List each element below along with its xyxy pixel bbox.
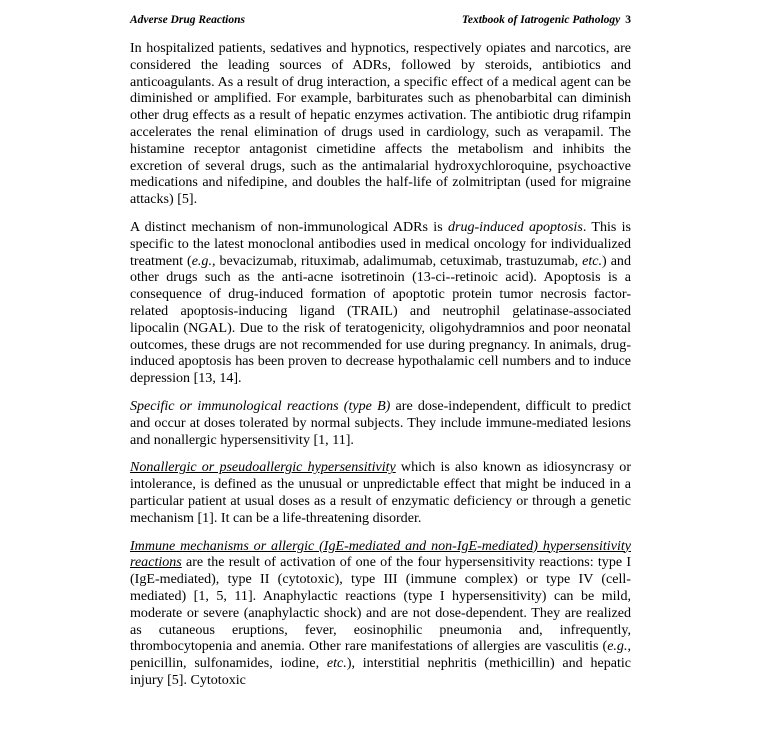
emphasis-run: etc.: [582, 252, 603, 269]
text-run: A distinct mechanism of non-immunological ADRs is: [130, 218, 448, 235]
emphasis-run: Specific or immunological reactions (type B): [130, 397, 391, 414]
text-run: . This is specific to the latest monoclonal antibodies used in medical oncology for individualized treatment (: [130, 218, 631, 269]
paragraph-drug-induced-apoptosis: [130, 219, 631, 387]
text-run: , bevacizumab, rituximab, adalimumab, cetuximab, trastuzumab,: [211, 252, 583, 269]
text-run: are dose-independent, difficult to predict and occur at doses tolerated by normal subjects. They include immune-mediated lesions and nonallergic hypersensitivity [1, 11].: [130, 397, 631, 448]
emphasis-run: Nonallergic or pseudoallergic hypersensitivity: [130, 459, 396, 476]
page-number: 3: [625, 14, 631, 26]
header-section-title: Adverse Drug Reactions: [130, 14, 245, 26]
text-run: ) and other drugs such as the anti-acne isotretinoin (13-ci--retinoic acid). Apoptosis is a consequence of drug-induced formation of apoptotic protein tumor necrosis factor-related apoptosis-inducing ligand (TRAIL) and neutrophil gelatinase-associated lipocalin (NGAL). Due to the risk of teratogenicity, oligohydramnios and poor neonatal outcomes, these drugs are not recommended for use during pregnancy. In animals, drug-induced apoptosis has been proven to decrease hypothalamic cell numbers and to induce depression [13, 14].: [130, 252, 631, 387]
paragraph-type-b-reactions: [130, 398, 631, 448]
text-run: are the result of activation of one of the four hypersensitivity reactions: type I (IgE-mediated), type II (cytotoxic), type III (immune complex) or type IV (cell-mediated) [1, 5, 11]. Anaphylactic reactions (type I hypersensitivity) can be mild, moderate or severe (anaphylactic shock) and are not dose-dependent. They are realized as cutaneous eruptions, fever, eosinophilic pneumonia and, infrequently, thrombocytopenia and anemia. Other rare manifestations of allergies are vasculitis (: [130, 554, 631, 655]
text-run: which is also known as idiosyncrasy or intolerance, is defined as the unusual or unpredictable effect that might be induced in a particular patient at usual doses as a result of enzymatic deficiency or through a genetic mechanism [1]. It can be a life-threatening disorder.: [130, 459, 631, 526]
emphasis-run: etc.: [326, 655, 347, 672]
paragraph-drug-interactions: [130, 40, 631, 208]
text-run: In hospitalized patients, sedatives and hypnotics, respectively opiates and narcotics, are considered the leading sources of ADRs, followed by steroids, antibiotics and anticoagulants. As a result of drug interaction, a specific effect of a medical agent can be diminished or amplified. For example, barbiturates such as phenobarbital can diminish other drug effects as a result of hepatic enzymes activation. The antibiotic drug rifampin accelerates the renal elimination of drugs used in cardiology, such as verapamil. The histamine receptor antagonist cimetidine affects the metabolism and inhibits the excretion of several drugs, such as the antimalarial hydroxychloroquine, psychoactive medications and nifedipine, and doubles the half-life of zolmitriptan (used for migraine attacks) [5].: [130, 40, 631, 208]
paragraph-immune-mechanisms: [130, 538, 631, 689]
emphasis-run: e.g.: [191, 252, 212, 269]
emphasis-run: e.g.: [607, 638, 628, 655]
document-body: [130, 40, 631, 700]
emphasis-run: Immune mechanisms or allergic (IgE-mediated and non-IgE-mediated) hypersensitivity reactions: [130, 537, 631, 571]
paragraph-nonallergic-hypersensitivity: [130, 459, 631, 526]
text-run: , penicillin, sulfonamides, iodine,: [130, 638, 631, 672]
header-book-title-group: [462, 14, 631, 26]
emphasis-run: drug-induced apoptosis: [447, 218, 583, 235]
header-book-title: Textbook of Iatrogenic Pathology: [461, 14, 621, 26]
text-run: ), interstitial nephritis (methicillin) and hepatic injury [5]. Cytotoxic: [130, 655, 632, 688]
running-header: [130, 14, 631, 30]
